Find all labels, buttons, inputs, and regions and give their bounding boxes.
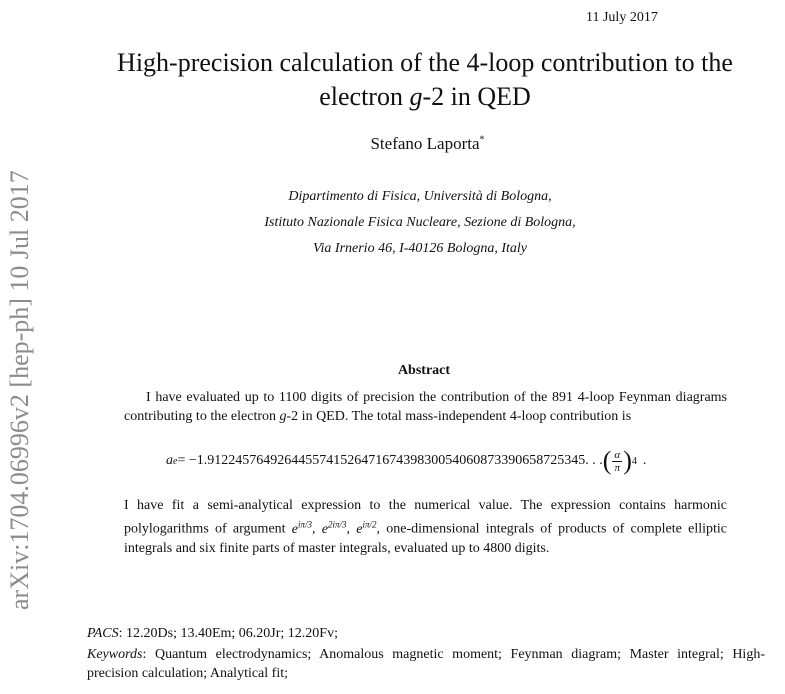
formula-lhs: a [166,453,173,468]
paren-close: ) [623,446,632,475]
pacs [87,626,338,642]
exp-term-1: $e^{i\pi/3}$ [291,519,313,537]
arxiv-stamp: arXiv:1704.06996v2 [hep-ph] 10 Jul 2017 [5,170,34,610]
abstract-heading: Abstract [397,363,451,378]
title-line-1: High-precision calculation of the 4-loop contribution to the [117,48,733,77]
keywords-value: : Quantum electrodynamics; Anomalous magnetic moment; Feynman diagram; Master integral; High-precision calculation; Analytical fit; [87,647,765,681]
formula-power: 4 [631,455,637,467]
exp-term-2: $e^{2i\pi/3}$ [321,519,347,537]
affiliation-line: Istituto Nazionale Fisica Nucleare, Sezione di Bologna, [264,215,576,230]
exponent: iπ/2 [362,519,377,529]
affiliation-line: Dipartimento di Fisica, Università di Bologna, [288,189,552,204]
fraction-numerator: α [614,448,621,461]
title-part: electron [319,82,410,111]
date: 11 July 2017 [586,10,658,25]
affiliation-line: Via Irnerio 46, I-40126 Bologna, Italy [313,241,527,256]
title-part: -2 in QED [422,82,531,111]
abstract-text: -2 in QED. The total mass-independent 4-loop contribution is [286,409,632,424]
keywords-label: Keywords [87,647,143,662]
paren-open: ( [602,446,612,475]
keywords [87,645,765,683]
abstract-g: g [279,409,287,424]
abstract-text: I have fit a semi-analytical expression to the numerical value. The expression contains harmonic polylogarithms of argument [124,498,727,537]
abstract-text: , one-dimensional integrals of products of complete elliptic integrals and six finite parts of master integrals, evaluated up to 4800 digits. [124,521,727,556]
author-footnote-mark: * [479,134,485,146]
pacs-label: PACS [87,626,119,641]
title-line-2 [60,80,785,114]
formula-value: = −1.912245764926445574152647167439830054060873390658725345. . . [177,453,603,468]
paper-title [60,46,785,114]
formula-lhs-sub: e [173,455,178,467]
exponent: iπ/3 [298,519,313,529]
affiliation [0,184,785,262]
author-name: Stefano Laporta [370,134,480,153]
fraction-denominator: π [614,461,621,474]
abstract-text: I have evaluated up to 1100 digits of precision the contribution of the 891 4-loop Feynman diagrams contributing to the electron [124,390,727,424]
author [0,134,785,154]
exponent: 2iπ/3 [328,519,347,529]
title-g: g [409,82,423,111]
pacs-value: : 12.20Ds; 13.40Em; 06.20Jr; 12.20Fv; [118,626,338,641]
abstract-paragraph-1 [124,388,727,426]
abstract-paragraph-2: I have fit a semi-analytical expression to the numerical value. The expression contains harmonic polylogarithms of argument $e^{i\pi/3}$, $e^{2i\pi/3}$, $e^{i\pi/2}$, one-dimensional integrals of products of complete elliptic integrals and six finite parts of master integrals, evaluated up to 4800 digits. [124,498,727,556]
formula-fraction [612,449,622,474]
formula-end: . [642,453,647,468]
exp-term-3: $e^{i\pi/2}$ [356,519,377,537]
formula [166,448,646,474]
